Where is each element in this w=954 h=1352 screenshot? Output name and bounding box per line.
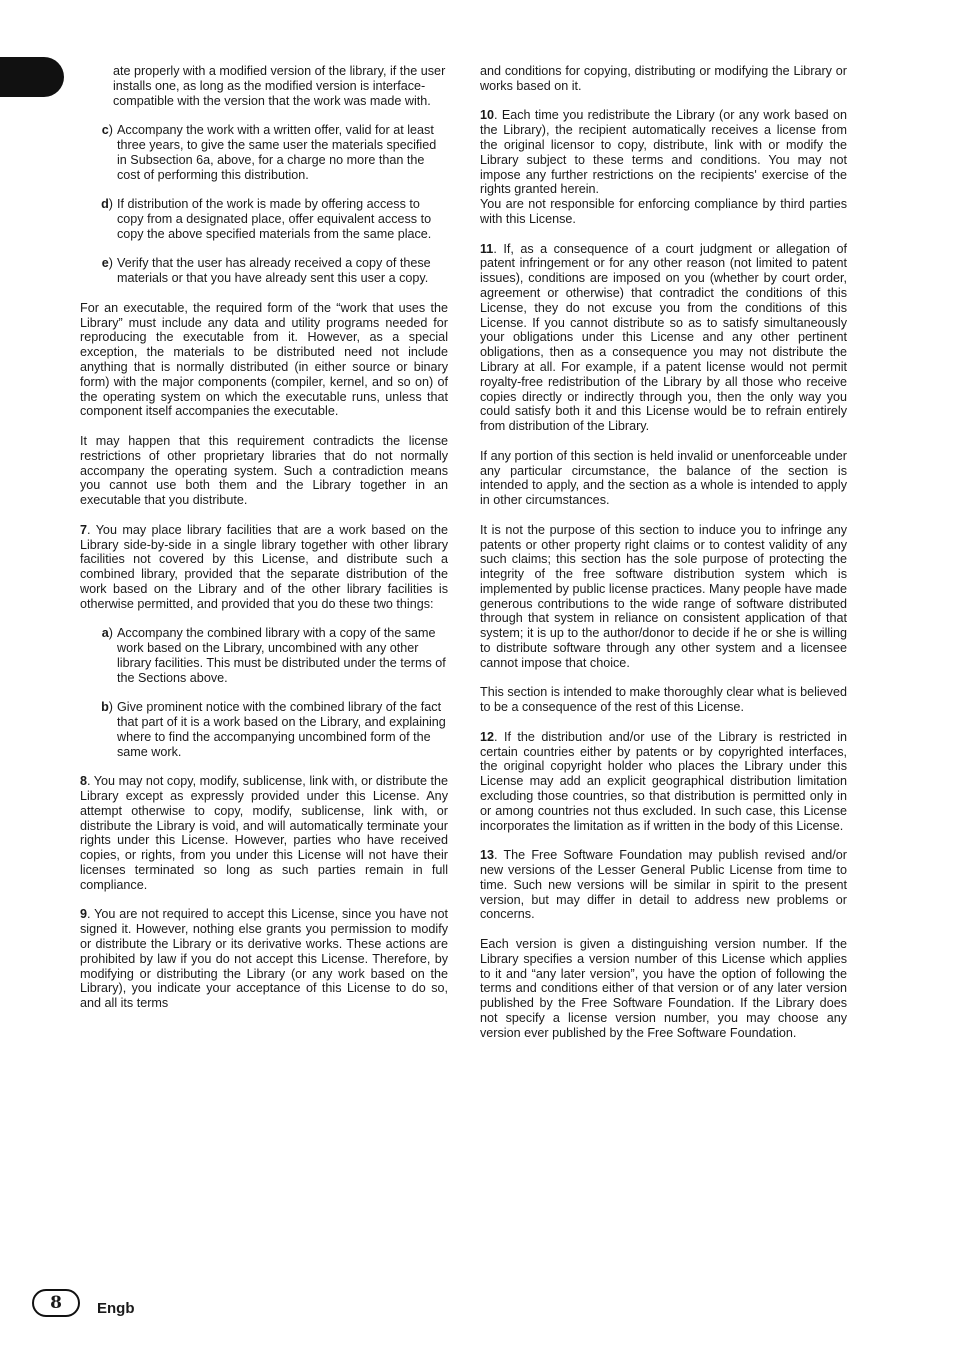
paragraph-invalid: If any portion of this section is held invalid or unenforceable under any particular circumstance, the balance of the section is intended to apply, and the section as a whole is intended to apply in other circumstances. <box>480 448 847 508</box>
section-number: 9 <box>80 907 88 922</box>
section-11 <box>480 242 847 434</box>
page-footer <box>32 1288 135 1317</box>
section-number: 10 <box>480 108 495 123</box>
paragraph-third-parties: You are not responsible for enforcing compliance by third parties with this License. <box>480 197 847 226</box>
list-item-b <box>80 700 448 759</box>
section-text: . The Free Software Foundation may publish revised and/or new versions of the Lesser General Public License from time to time. Such new versions will be similar in spirit to the present version, but may differ in detail to address new problems or concerns. <box>480 848 847 922</box>
section-10 <box>480 108 847 197</box>
paragraph-version: Each version is given a distinguishing version number. If the Library specifies a version number of this License which applies to it and “any later version”, you have the option of following the terms and conditions either of that version or of any later version published by the Free Software Foundation. If the Library does not specify a license version number, you may choose any version ever published by the Free Software Foundation. <box>480 937 847 1040</box>
language-code: Engb <box>97 1300 135 1317</box>
list-item-c <box>80 123 448 182</box>
section-number: 11 <box>480 241 494 256</box>
list-item-d <box>80 197 448 241</box>
list-marker: d ) <box>80 197 113 241</box>
section-text: . You are not required to accept this License, since you have not signed it. However, nothing else grants you permission to modify or distribute the Library or its derivative works. These actions are prohibited by law if you do not accept this License. Therefore, by modifying or distributing the Library (or any work based on the Library), you indicate your acceptance of this License to do so, and all its terms <box>80 907 448 1011</box>
section-text: . You may not copy, modify, sublicense, link with, or distribute the Library except as expressly provided under this License. Any attempt otherwise to copy, modify, sublicense, link with, or distribute the Library is void, and will automatically terminate your rights under this License. However, parties who have received copies, or rights, from you under this License will not have their licenses terminated so long as such parties remain in full compliance. <box>80 774 448 892</box>
paragraph-continued: and conditions for copying, distributing or modifying the Library or works based on it. <box>480 64 847 93</box>
section-text: . If the distribution and/or use of the Library is restricted in certain countries either by patents or by copyrighted interfaces, the original copyright holder who places the Library under this License may add an explicit geographical distribution limitation excluding those countries, so that distribution is permitted only in or among countries not thus excluded. In such case, this License incorporates the limitation as if written in the body of this License. <box>480 729 847 833</box>
list-item-continued <box>80 64 448 108</box>
section-number: 13 <box>480 848 495 863</box>
section-9 <box>80 907 448 1011</box>
section-number: 12 <box>480 729 495 744</box>
list-marker: a ) <box>80 626 113 685</box>
right-column <box>480 64 847 1055</box>
section-number: 8 <box>80 774 88 789</box>
paragraph-executable: For an executable, the required form of the “work that uses the Library” must include any data and utility programs needed for reproducing the executable from it. However, as a special exception, the materials to be distributed need not include anything that is normally distributed (in either source or binary form) with the major components (compiler, kernel, and so on) of the operating system on which the executable runs, unless that component itself accompanies the executable. <box>80 300 448 419</box>
section-text: . If, as a consequence of a court judgment or allegation of patent infringement or for any other reason (not limited to patent issues), conditions are imposed on you (whether by court order, agreement or otherwise) that contradict the conditions of this License, they do not excuse you from the conditions of this License. If you cannot distribute so as to satisfy simultaneously your obligations under this License and any other pertinent obligations, then as a consequence you may not distribute the Library at all. For example, if a patent license would not permit royalty-free redistribution of the Library by all those who receive copies directly or indirectly through you, then the only way you could satisfy both it and this License would be to refrain entirely from distribution of the Library. <box>480 241 847 434</box>
page-number: 8 <box>32 1289 80 1317</box>
list-item-text: Accompany the combined library with a copy of the same work based on the Library, uncombined with any other library facilities. This must be distributed under the terms of the Sections above. <box>117 626 446 685</box>
section-text: . You may place library facilities that are a work based on the Library side-by-side in a single library together with other library facilities not covered by this License, and distribute such a combined library, provided that the separate distribution of the work based on the Library and of the other library facilities is otherwise permitted, and provided that you do these two things: <box>80 522 448 611</box>
list-item-text: ate properly with a modified version of the library, if the user installs one, as long as the modified version is interface-compatible with the version that the work was made with. <box>113 64 446 108</box>
paragraph-clear: This section is intended to make thoroughly clear what is believed to be a consequence of the rest of this License. <box>480 685 847 715</box>
section-8 <box>80 774 448 892</box>
section-text: . Each time you redistribute the Library (or any work based on the Library), the recipient automatically receives a license from the original licensor to copy, distribute, link with or modify the Library subject to these terms and conditions. You may not impose any further restrictions on the recipients' exercise of the rights granted herein. <box>480 108 847 197</box>
list-item-text: If distribution of the work is made by offering access to copy from a designated place, offer equivalent access to copy the above specified materials from the same place. <box>117 197 432 241</box>
list-item-e <box>80 256 448 286</box>
list-marker: e ) <box>80 256 113 286</box>
section-number: 7 <box>80 522 88 537</box>
chapter-tab <box>0 57 64 97</box>
paragraph-contradiction: It may happen that this requirement contradicts the license restrictions of other proprietary libraries that do not normally accompany the operating system. Such a contradiction means you cannot use both them and the Library together in an executable that you distribute. <box>80 433 448 508</box>
list-marker: b ) <box>80 700 113 759</box>
list-item-text: Accompany the work with a written offer, valid for at least three years, to give the same user the materials specified in Subsection 6a, above, for a charge no more than the cost of performing this distribution. <box>117 123 437 182</box>
section-13 <box>480 848 847 922</box>
paragraph-purpose: It is not the purpose of this section to induce you to infringe any patents or other property right claims or to contest validity of any such claims; this section has the sole purpose of protecting the integrity of the free software distribution system which is implemented by public license practices. Many people have made generous contributions to the wide range of software distributed through that system in reliance on consistent application of that system; it is up to the author/donor to decide if he or she is willing to distribute software through any other system and a licensee cannot impose that choice. <box>480 522 847 670</box>
list-item-a <box>80 626 448 685</box>
section-7 <box>80 523 448 612</box>
section-12 <box>480 730 847 834</box>
list-marker: c ) <box>80 123 113 182</box>
left-column <box>80 64 448 1026</box>
list-item-text: Give prominent notice with the combined library of the fact that part of it is a work based on the Library, and explaining where to find the accompanying uncombined form of the same work. <box>117 700 446 759</box>
list-item-text: Verify that the user has already received a copy of these materials or that you have already sent this user a copy. <box>117 256 431 286</box>
